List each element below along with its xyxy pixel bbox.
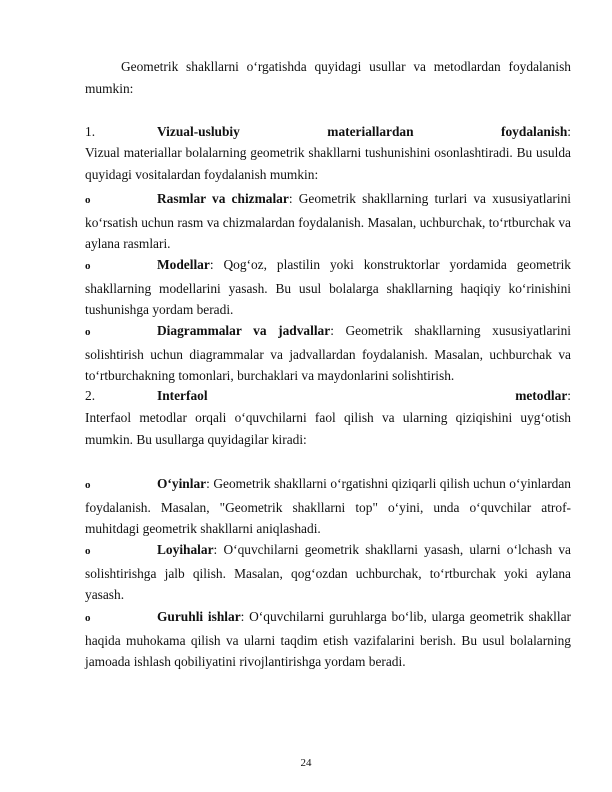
list-item-guruhli-ishlar xyxy=(85,606,571,673)
section-2-title: Interfaol metodlar xyxy=(157,388,568,403)
list-item-modellar xyxy=(85,254,571,321)
item-text: : Geometrik shakllarning turlari va xususiyatlarini ko‘rsatish uchun rasm va chizmalardan foydalanish. Masalan, uchburchak, to‘rtburchak va aylana rasmlari. xyxy=(85,191,571,251)
bullet-icon: o xyxy=(85,479,91,491)
item-text: : Geometrik shakllarning xususiyatlarini solishtirish uchun diagrammalar va jadvallardan foydalanish. Masalan, uchburchak va to‘rtburchakning tomonlari, burchaklari va maydonlarini solishtirish. xyxy=(85,323,571,383)
section-2-text: Interfaol metodlar orqali o‘quvchilarni faol qilish va ularning qiziqishini uyg‘otish mumkin. Bu usullarga quyidagilar kiradi: xyxy=(85,410,571,447)
bullet-icon: o xyxy=(85,260,91,272)
item-term: Guruhli ishlar xyxy=(157,609,241,624)
section-1-text: Vizual materiallar bolalarning geometrik shakllarni tushunishini osonlashtiradi. Bu usulda quyidagi vositalardan foydalanish mumkin: xyxy=(85,145,571,182)
item-text: : O‘quvchilarni geometrik shakllarni yasash, ularni o‘lchash va solishtirishga jalb qilish. Masalan, qog‘ozdan uchburchak, to‘rtburchak yoki aylana yasash. xyxy=(85,542,571,602)
item-term: O‘yinlar xyxy=(157,476,207,491)
page-number: 24 xyxy=(300,757,312,769)
section-1-number: 1. xyxy=(85,124,96,139)
bullet-icon: o xyxy=(85,545,91,557)
section-1-title: Vizual-uslubiy materiallardan foydalanish xyxy=(157,124,568,139)
list-item-diagrammalar xyxy=(85,320,571,387)
item-text: : Geometrik shakllarni o‘rgatishni qiziqarli qilish uchun o‘yinlardan foydalanish. Masalan, "Geometrik shakllarni top" o‘yini, unda o‘quvchilar atrof-muhitdagi geometrik shakllarni aniqlashadi. xyxy=(85,476,571,536)
intro-paragraph: Geometrik shakllarni o‘rgatishda quyidagi usullar va metodlardan foydalanish mumkin: xyxy=(85,59,571,96)
section-2-heading: 2. Interfaol metodlar: xyxy=(85,385,571,407)
item-text: : O‘quvchilarni guruhlarga bo‘lib, ularga geometrik shakllar haqida muhokama qilish va ularni taqdim etish vazifalarini berish. Bu usul bolalarning jamoada ishlash qobiliyatini rivojlantirishga yordam beradi. xyxy=(85,609,571,669)
item-term: Diagrammalar va jadvallar xyxy=(157,323,331,338)
item-term: Rasmlar va chizmalar xyxy=(157,191,289,206)
item-text: : Qog‘oz, plastilin yoki konstruktorlar yordamida geometrik shakllarning modellarini yasash. Bu usul bolalarga shakllarning haqiqiy ko‘rinishini tushunishga yordam beradi. xyxy=(85,257,571,317)
section-1-heading: 1. Vizual-uslubiy materiallardan foydalanish: xyxy=(85,121,571,143)
bullet-icon: o xyxy=(85,326,91,338)
item-term: Modellar xyxy=(157,257,210,272)
section-2-number: 2. xyxy=(85,388,96,403)
list-item-rasmlar xyxy=(85,188,571,255)
bullet-icon: o xyxy=(85,612,91,624)
bullet-icon: o xyxy=(85,194,91,206)
list-item-loyihalar xyxy=(85,539,571,606)
item-term: Loyihalar xyxy=(157,542,214,557)
list-item-oyinlar xyxy=(85,473,571,540)
